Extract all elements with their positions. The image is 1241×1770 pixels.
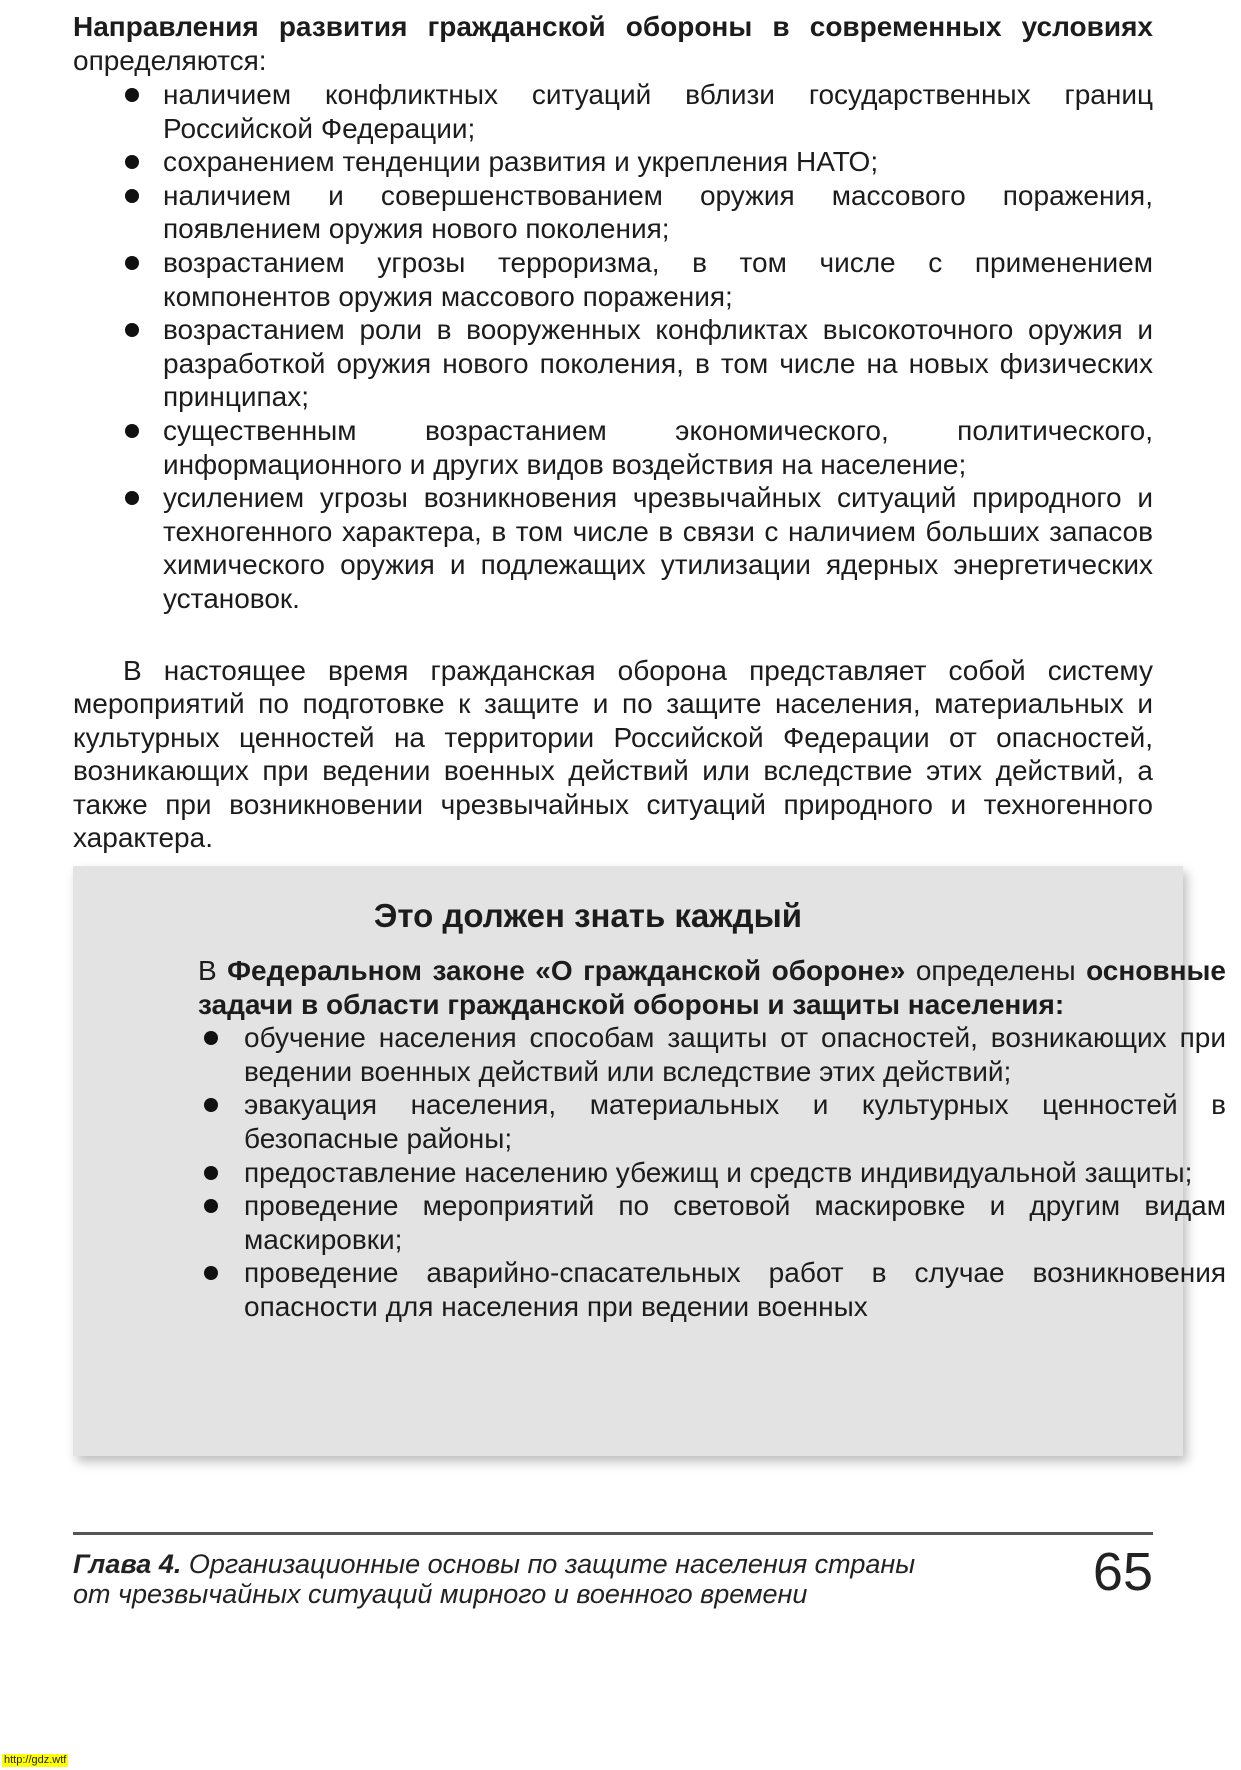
bullet-icon <box>125 88 139 102</box>
bullet-icon <box>204 1199 218 1213</box>
main-content <box>73 10 1153 855</box>
watermark-link[interactable]: http://gdz.wtf <box>4 1754 67 1766</box>
list-item <box>73 414 1153 481</box>
chapter-title-line2: от чрезвычайных ситуаций мирного и военного времени <box>73 1579 808 1609</box>
info-box-title: Это должен знать каждый <box>373 897 803 934</box>
intro-text: определены <box>905 955 1087 986</box>
bullet-icon <box>125 491 139 505</box>
info-box-body <box>198 954 1226 1324</box>
bullet-icon <box>204 1266 218 1280</box>
list-item <box>73 145 1153 179</box>
list-item-text: усилением угрозы возникновения чрезвычайных ситуаций природного и техногенного характера, в том числе в связи с наличием больших запасов химического оружия и подлежащих утилизации ядерных энергетических установок. <box>163 482 1153 614</box>
list-item <box>198 1021 1226 1088</box>
page-footer <box>73 1532 1153 1612</box>
definition-paragraph: В настоящее время гражданская оборона представляет собой систему мероприятий по подготовке к защите и по защите населения, материальных и культурных ценностей на территории Российской Федерации от опасностей, возникающих при ведении военных действий или вследствие этих действий, а также при возникновении чрезвычайных ситуаций природного и техногенного характера. <box>73 654 1153 854</box>
list-item-text: эвакуация населения, материальных и культурных ценностей в безопасные районы; <box>244 1089 1226 1154</box>
list-item <box>73 313 1153 414</box>
list-item <box>198 1256 1226 1323</box>
bullet-icon <box>125 189 139 203</box>
info-box <box>73 866 1226 1456</box>
bullet-icon <box>204 1166 218 1180</box>
tasks-heading: основные задачи в области гражданской обороны и защиты населения: <box>198 955 1226 1020</box>
bullet-icon <box>125 323 139 337</box>
info-box-intro <box>198 954 1226 1021</box>
footer-divider <box>73 1532 1153 1535</box>
list-item <box>198 1156 1226 1190</box>
list-item-text: сохранением тенденции развития и укрепления НАТО; <box>163 146 879 178</box>
chapter-caption <box>73 1549 973 1609</box>
bullet-icon <box>125 256 139 270</box>
bullet-icon <box>204 1098 218 1112</box>
section-heading-bold: Направления развития гражданской обороны в современных условиях <box>73 11 1153 42</box>
list-item-text: предоставление населению убежищ и средств индивидуальной защиты; <box>244 1156 1193 1188</box>
law-name: Федеральном законе «О гражданской обороне» <box>227 955 906 986</box>
list-item-text: проведение мероприятий по световой маскировке и другим видам маскировки; <box>244 1190 1226 1255</box>
section-heading <box>73 10 1153 78</box>
directions-list <box>73 78 1153 616</box>
list-item <box>73 179 1153 246</box>
section-heading-rest: определяются: <box>73 45 267 76</box>
list-item <box>198 1189 1226 1256</box>
list-item-text: наличием конфликтных ситуаций вблизи государственных границ Российской Федерации; <box>163 79 1153 144</box>
bullet-icon <box>125 155 139 169</box>
chapter-label: Глава 4. <box>73 1549 182 1579</box>
bullet-icon <box>204 1031 218 1045</box>
list-item-text: обучение населения способам защиты от опасностей, возникающих при ведении военных действий или вследствие этих действий; <box>244 1022 1226 1087</box>
intro-text: В <box>198 955 228 986</box>
list-item <box>198 1088 1226 1155</box>
tasks-list <box>198 1021 1226 1323</box>
bullet-icon <box>125 424 139 438</box>
list-item-text: наличием и совершенствованием оружия массового поражения, появлением оружия нового поколения; <box>163 179 1153 245</box>
list-item <box>73 78 1153 145</box>
chapter-title-line1: Организационные основы по защите населения страны <box>181 1549 916 1579</box>
list-item <box>73 246 1153 313</box>
page-number: 65 <box>1092 1542 1153 1602</box>
list-item <box>73 481 1153 615</box>
list-item-text: проведение аварийно-спасательных работ в случае возникновения опасности для населения при ведении военных <box>244 1257 1226 1322</box>
list-item-text: возрастанием роли в вооруженных конфликтах высокоточного оружия и разработкой оружия нового поколения, в том числе на новых физических принципах; <box>163 314 1153 413</box>
list-item-text: существенным возрастанием экономического, политического, информационного и других видов воздействия на население; <box>163 414 1153 480</box>
list-item-text: возрастанием угрозы терроризма, в том числе с применением компонентов оружия массового поражения; <box>163 246 1153 312</box>
